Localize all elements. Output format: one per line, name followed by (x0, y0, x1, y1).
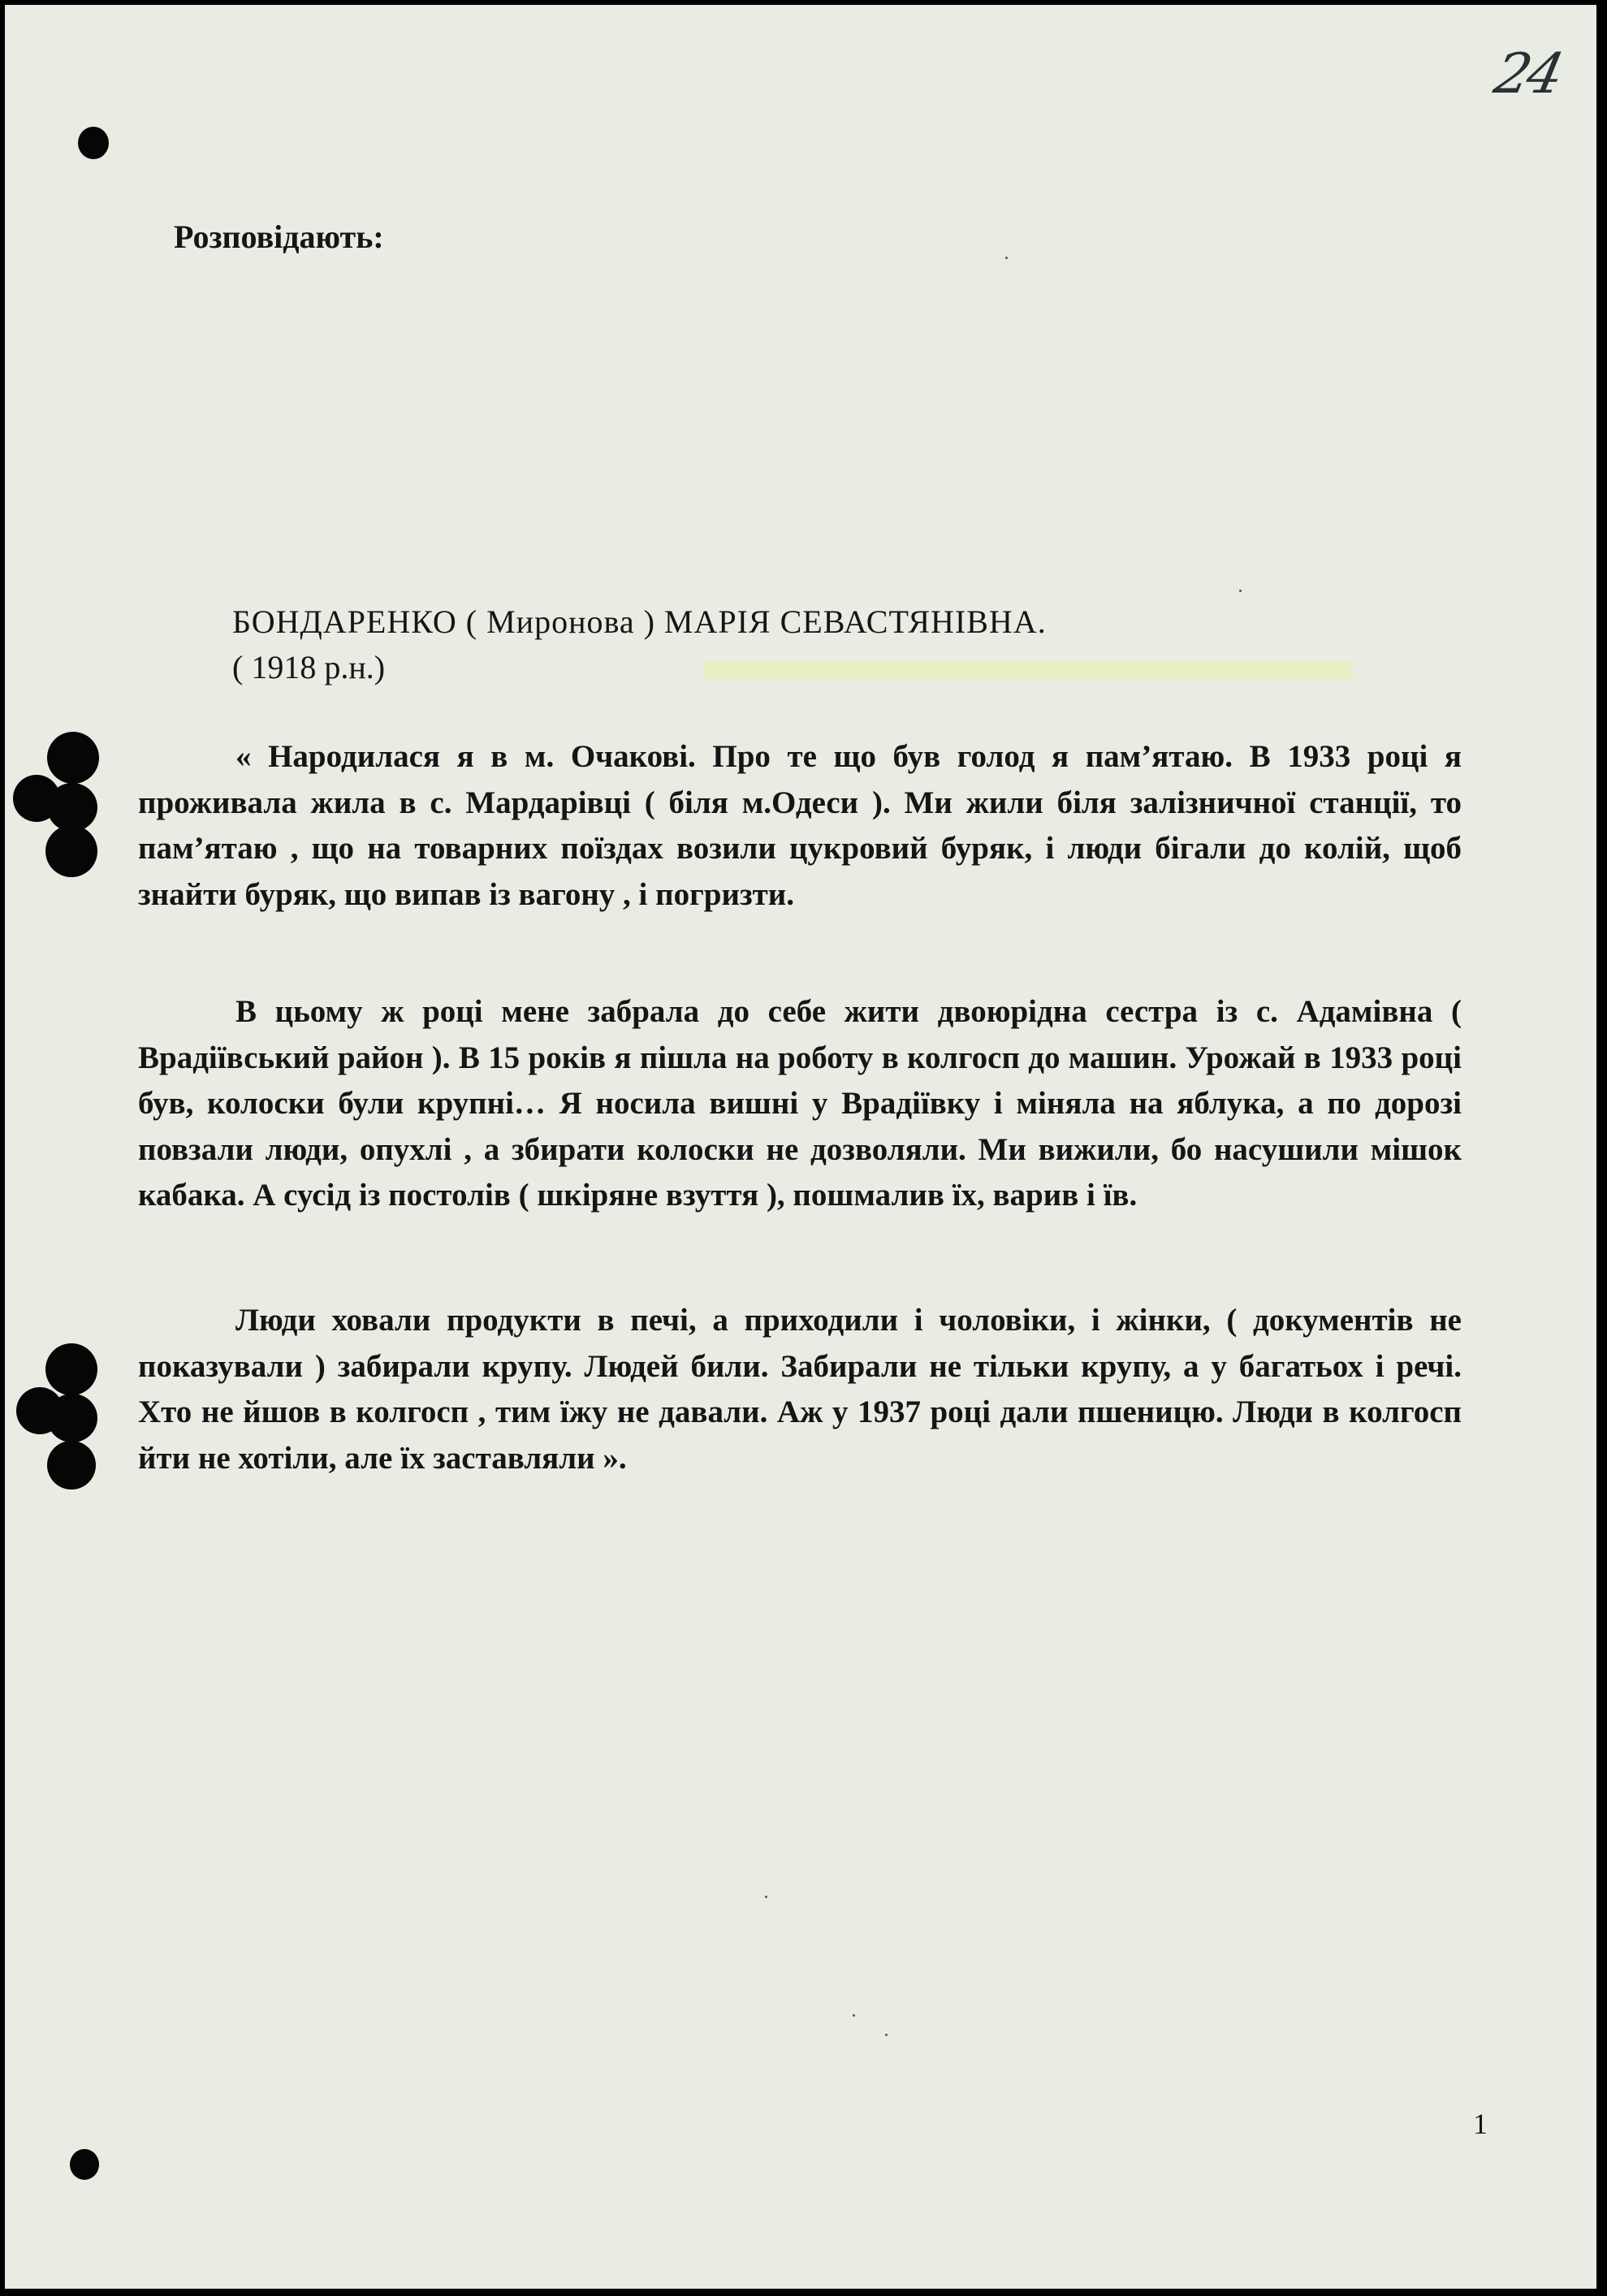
testimony-paragraph: « Народилася я в м. Очакові. Про те що був голод я пам’ятаю. В 1933 році я проживала жила в с. Мардарівці ( біля м.Одеси ). Ми жили біля залізничної станції, то пам’ятаю , що на товарних поїздах возили цукровий буряк, і люди бігали до колій, щоб знайти буряк, що випав із вагону , і погризти. (138, 739, 1462, 912)
paper-speck (765, 1896, 767, 1898)
speaker-birth-year: ( 1918 р.н.) (232, 649, 386, 685)
paper-speck (885, 2034, 888, 2036)
speaker-name: БОНДАРЕНКО ( Миронова ) МАРІЯ СЕВАСТЯНІВНА. (232, 603, 1047, 640)
document-page (5, 5, 1596, 2289)
paper-speck (1239, 590, 1242, 592)
punch-hole (47, 1441, 96, 1490)
punch-hole (47, 783, 97, 832)
punch-hole (47, 732, 99, 784)
testimony-paragraph: В цьому ж році мене забрала до себе жити двоюрідна сестра із с. Адамівна ( Врадіївський район ). В 15 років я пішла на роботу в колгосп до машин. Урожай в 1933 році був, колоски були крупні… Я носила вишні у Врадіївку і міняла на яблука, а по дорозі повзали люди, опухлі , а збирати колоски не дозволяли. Ми вижили, бо насушили мішок кабака. А сусід із постолів ( шкіряне взуття ), пошмалив їх, варив і їв. (138, 994, 1462, 1213)
punch-hole (47, 1394, 97, 1442)
punch-hole (45, 825, 97, 877)
punch-hole (70, 2149, 99, 2180)
punch-hole (78, 127, 109, 159)
testimony-paragraph: Люди ховали продукти в печі, а приходили і чоловіки, і жінки, ( документів не показували ) забирали крупу. Людей били. Забирали не тільки крупу, а у багатьох і речі. Хто не йшов в колгосп , тим їжу не давали. Аж у 1937 році дали пшеницю. Люди в колгосп йти не хотіли, але їх заставляли ». (138, 1303, 1462, 1476)
archive-page-number: 24 (1488, 42, 1566, 106)
section-heading: Розповідають: (174, 218, 384, 255)
highlighter-mark (703, 661, 1353, 679)
paper-speck (853, 2014, 855, 2017)
paper-speck (1005, 257, 1008, 259)
page-number: 1 (1473, 2108, 1488, 2140)
punch-hole (45, 1343, 97, 1395)
